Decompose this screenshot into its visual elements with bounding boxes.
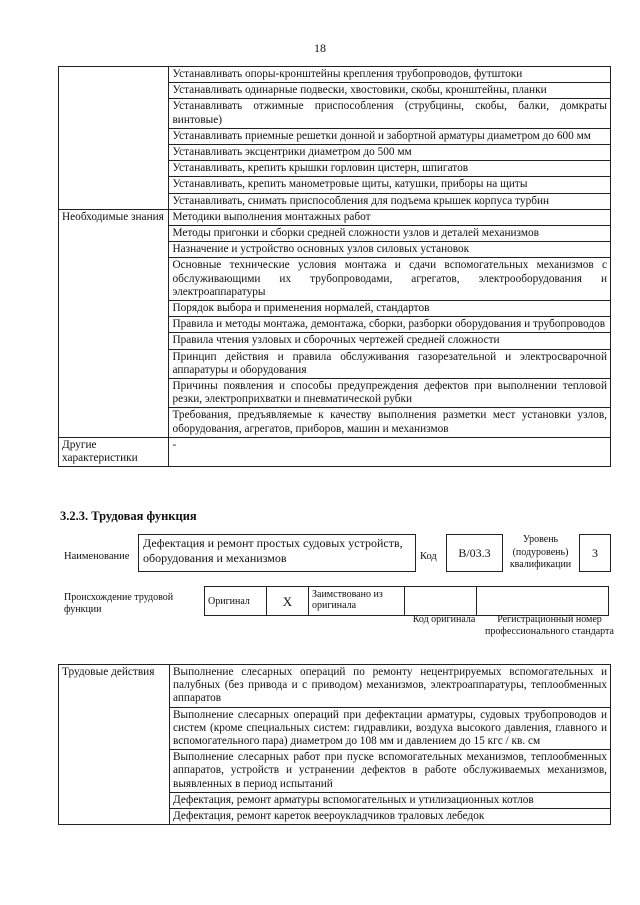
- table-cell: Причины появления и способы предупреждения дефектов при выполнении тепловой резки, электроприхватки и пневматической рубки: [169, 379, 611, 408]
- table-cell: Основные технические условия монтажа и сдачи вспомогательных механизмов с обслуживающими их трубопроводами, агрегатов, электрооборудования и электроаппаратуры: [169, 258, 611, 301]
- original-mark: X: [267, 587, 309, 615]
- table-cell: Устанавливать эксцентрики диаметром до 500 мм: [169, 145, 611, 161]
- code-label: Код: [420, 551, 437, 562]
- table-cell: Устанавливать, снимать приспособления для подъема крышек корпуса турбин: [169, 193, 611, 209]
- table-row: [59, 437, 611, 466]
- table-row: [59, 67, 611, 83]
- requirements-table: [58, 66, 611, 467]
- group-label: Трудовые действия: [59, 665, 170, 825]
- original-label: Оригинал: [205, 587, 267, 615]
- table-cell: -: [169, 437, 611, 466]
- level-label: Уровень (подуровень) квалификации: [509, 534, 572, 570]
- function-level: 3: [579, 534, 611, 572]
- registration-number-cell: [477, 587, 608, 615]
- table-cell: Дефектация, ремонт арматуры вспомогательных и утилизационных котлов: [170, 792, 611, 808]
- table-cell: Выполнение слесарных операций по ремонту нецентрируемых вспомогательных и палубных (без привода и с приводом) механизмов, электроаппаратуры, теплообменных аппаратов: [170, 665, 611, 708]
- table-cell: Дефектация, ремонт кареток веероукладчиков траловых лебедок: [170, 809, 611, 825]
- table-cell: Принцип действия и правила обслуживания газорезательной и электросварочной аппаратуры и оборудования: [169, 349, 611, 378]
- group-label: [59, 67, 169, 210]
- function-name: Дефектация и ремонт простых судовых устройств, оборудования и механизмов: [138, 534, 416, 572]
- function-code: B/03.3: [446, 534, 503, 572]
- table-row: [59, 209, 611, 225]
- registration-number-caption: Регистрационный номер профессионального стандарта: [485, 614, 614, 637]
- table-cell: Устанавливать отжимные приспособления (струбцины, скобы, балки, домкраты винтовые): [169, 99, 611, 128]
- table-cell: Методики выполнения монтажных работ: [169, 209, 611, 225]
- name-label: Наименование: [64, 551, 130, 562]
- origin-label: Происхождение трудовой функции: [64, 592, 174, 615]
- table-cell: Правила чтения узловых и сборочных чертежей средней сложности: [169, 333, 611, 349]
- table-cell: Порядок выбора и применения нормалей, стандартов: [169, 301, 611, 317]
- group-label: Другие характеристики: [59, 437, 169, 466]
- table-cell: Устанавливать одинарные подвески, хвостовики, скобы, кронштейны, планки: [169, 83, 611, 99]
- table-cell: Выполнение слесарных операций при дефектации арматуры, судовых трубопроводов и систем (кроме специальных систем: гидравлики, воздуха высокого давления, главного и вспомогательного пара) диаметром до 108 мм и давлением до 15 кгс / кв. см: [170, 707, 611, 750]
- origin-row: [204, 586, 609, 616]
- page-number: 18: [314, 41, 326, 55]
- group-label: Необходимые знания: [59, 209, 169, 437]
- original-code-cell: [405, 587, 477, 615]
- table-cell: Устанавливать приемные решетки донной и забортной арматуры диаметром до 600 мм: [169, 128, 611, 144]
- table-cell: Правила и методы монтажа, демонтажа, сборки, разборки оборудования и трубопроводов: [169, 317, 611, 333]
- labor-actions-table: [58, 664, 611, 825]
- section-title: 3.2.3. Трудовая функция: [60, 509, 197, 523]
- table-cell: Методы пригонки и сборки средней сложности узлов и деталей механизмов: [169, 226, 611, 242]
- borrowed-label: Заимствовано из оригинала: [309, 587, 405, 615]
- table-cell: Требования, предъявляемые к качеству выполнения разметки мест установки узлов, оборудования, агрегатов, приборов, машин и механизмов: [169, 408, 611, 437]
- table-cell: Назначение и устройство основных узлов силовых установок: [169, 242, 611, 258]
- table-cell: Выполнение слесарных работ при пуске вспомогательных механизмов, теплообменных аппаратов, устройств и устранении дефектов в работе обслуживаемых механизмов, выявленных в период испытаний: [170, 750, 611, 793]
- table-row: [59, 665, 611, 708]
- table-cell: Устанавливать, крепить манометровые щиты, катушки, приборы на щиты: [169, 177, 611, 193]
- original-code-caption: Код оригинала: [412, 614, 476, 625]
- table-cell: Устанавливать опоры-кронштейны крепления трубопроводов, футштоки: [169, 67, 611, 83]
- table-cell: Устанавливать, крепить крышки горловин цистерн, шпигатов: [169, 161, 611, 177]
